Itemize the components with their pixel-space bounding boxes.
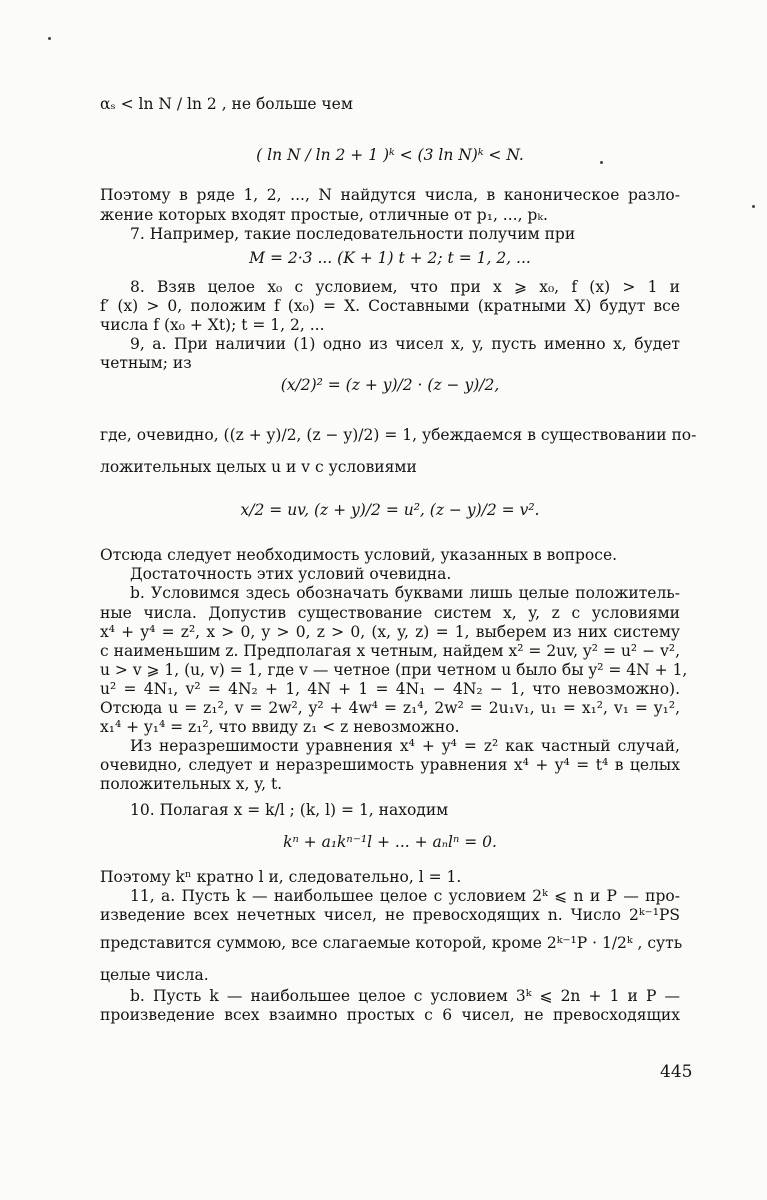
formula-line: ( ln N / ln 2 + 1 )ᵏ < (3 ln N)ᵏ < N. bbox=[256, 146, 524, 164]
text-line: Поэтому kⁿ кратно l и, следовательно, l = 1. bbox=[100, 868, 462, 886]
scan-speck bbox=[48, 37, 51, 40]
text-line: Отсюда u = z₁², v = 2w², y² + 4w⁴ = z₁⁴, 2w² = 2u₁v₁, u₁ = x₁², v₁ = y₁², bbox=[100, 699, 680, 717]
text-line: 11, a. Пусть k — наибольшее целое с условием 2ᵏ ⩽ n и P — про- bbox=[130, 887, 680, 905]
text-line: 10. Полагая x = k/l ; (k, l) = 1, находим bbox=[130, 801, 449, 819]
text-line: Достаточность этих условий очевидна. bbox=[130, 565, 452, 583]
text-line: изведение всех нечетных чисел, не превосходящих n. Число 2ᵏ⁻¹PS bbox=[100, 906, 680, 924]
text-line: Из неразрешимости уравнения x⁴ + y⁴ = z² как частный случай, bbox=[130, 737, 680, 755]
text-line: x₁⁴ + y₁⁴ = z₁², что ввиду z₁ < z невозможно. bbox=[100, 718, 460, 736]
text-line: 9, a. При наличии (1) одно из чисел x, y, пусть именно x, будет bbox=[130, 335, 680, 353]
text-line: целые числа. bbox=[100, 966, 209, 984]
text-line: x⁴ + y⁴ = z², x > 0, y > 0, z > 0, (x, y, z) = 1, выберем из них систему bbox=[100, 623, 680, 641]
formula-line: x/2 = uv, (z + y)/2 = u², (z − y)/2 = v². bbox=[240, 501, 540, 519]
page-number: 445 bbox=[660, 1062, 693, 1082]
text-line: положительных x, y, t. bbox=[100, 775, 283, 793]
text-line: где, очевидно, ((z + y)/2, (z − y)/2) = 1, убеждаемся в существовании по- bbox=[100, 426, 697, 444]
text-line: b. Пусть k — наибольшее целое с условием 3ᵏ ⩽ 2n + 1 и P — bbox=[130, 987, 680, 1005]
text-line: αₛ < ln N / ln 2 , не больше чем bbox=[100, 95, 353, 113]
text-line: Поэтому в ряде 1, 2, ..., N найдутся числа, в каноническое разло- bbox=[100, 186, 680, 204]
formula-line: M = 2·3 ... (K + 1) t + 2; t = 1, 2, ... bbox=[249, 249, 531, 267]
text-line: ложительных целых u и v с условиями bbox=[100, 458, 417, 476]
text-line: f′ (x) > 0, положим f (x₀) = X. Составными (кратными X) будут все bbox=[100, 297, 680, 315]
formula-line: (x/2)² = (z + y)/2 · (z − y)/2, bbox=[280, 376, 500, 394]
text-line: ные числа. Допустив существование систем x, y, z с условиями bbox=[100, 604, 680, 622]
text-line: четным; из bbox=[100, 354, 192, 372]
text-line: представится суммою, все слагаемые которой, кроме 2ᵏ⁻¹P · 1/2ᵏ , суть bbox=[100, 934, 683, 952]
text-line: 8. Взяв целое x₀ с условием, что при x ⩾ x₀, f (x) > 1 и bbox=[130, 278, 680, 296]
text-line: Отсюда следует необходимость условий, указанных в вопросе. bbox=[100, 546, 618, 564]
text-line: u² = 4N₁, v² = 4N₂ + 1, 4N + 1 = 4N₁ − 4N₂ − 1, что невозможно). bbox=[100, 680, 680, 698]
text-line: с наименьшим z. Предполагая x четным, найдем x² = 2uv, y² = u² − v², bbox=[100, 642, 680, 660]
text-line: очевидно, следует и неразрешимость уравнения x⁴ + y⁴ = t⁴ в целых bbox=[100, 756, 680, 774]
scan-speck bbox=[752, 205, 755, 208]
text-line: жение которых входят простые, отличные от p₁, ..., pₖ. bbox=[100, 206, 548, 224]
formula-line: kⁿ + a₁kⁿ⁻¹l + ... + aₙlⁿ = 0. bbox=[283, 833, 497, 851]
text-line: 7. Например, такие последовательности получим при bbox=[130, 225, 576, 243]
scan-speck bbox=[600, 161, 603, 164]
text-line: числа f (x₀ + Xt); t = 1, 2, ... bbox=[100, 316, 325, 334]
text-line: произведение всех взаимно простых с 6 чисел, не превосходящих bbox=[100, 1006, 680, 1024]
text-line: u > v ⩾ 1, (u, v) = 1, где v — четное (при четном u было бы y² = 4N + 1, bbox=[100, 661, 688, 679]
text-line: b. Условимся здесь обозначать буквами лишь целые положитель- bbox=[130, 584, 680, 602]
